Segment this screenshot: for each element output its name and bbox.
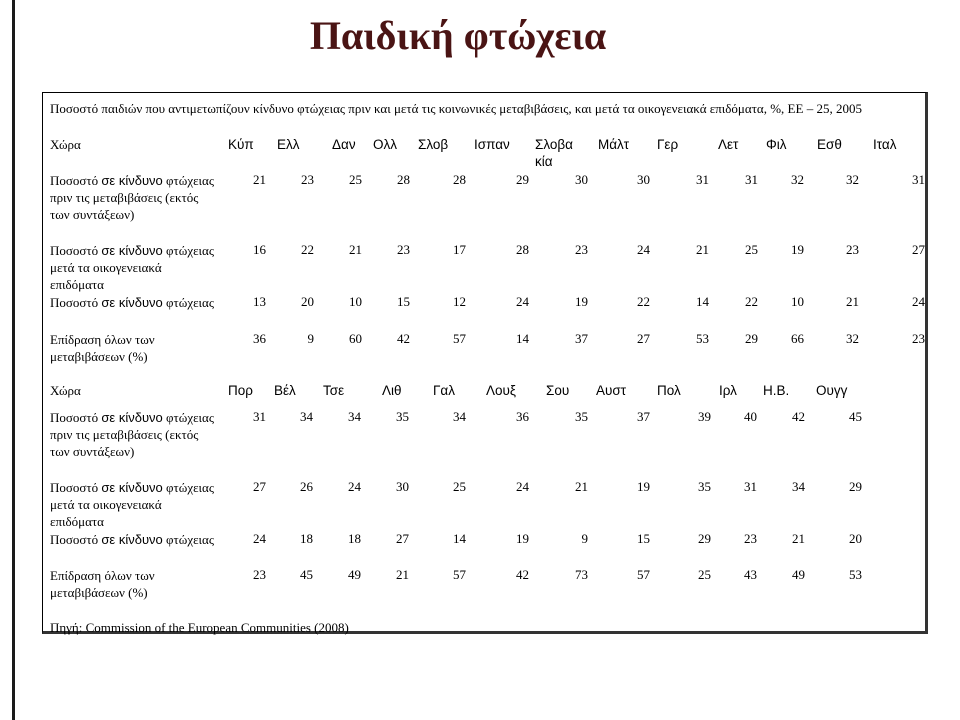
table-cell: 21 [253,172,266,187]
table-cell: 53 [696,331,709,346]
country-header: Ουγγ [816,383,848,398]
table-cell: 27 [637,331,650,346]
table-cell: 10 [791,294,804,309]
row-label-part: σε κίνδυνο [101,410,163,425]
table-cell: 14 [696,294,709,309]
table-cell: 21 [792,531,805,546]
row-label-part: Ποσοστό [50,532,102,547]
table-cell: 27 [253,479,266,494]
table-cell: 32 [791,172,804,187]
table-cell: 20 [301,294,314,309]
table-cell: 25 [698,567,711,582]
table-cell: 30 [637,172,650,187]
table-cell: 25 [453,479,466,494]
table-cell: 34 [792,479,805,494]
table-cell: 21 [349,242,362,257]
row-label-part: Ποσοστό [50,410,102,425]
table-cell: 18 [348,531,361,546]
row-label-part: φτώχειας μετά τα οικογενειακά επιδόματα [50,480,215,529]
table-cell: 42 [792,409,805,424]
table-cell: 23 [253,567,266,582]
table-cell: 19 [516,531,529,546]
country-header: Ιταλ [873,137,897,152]
table-cell: 32 [846,172,859,187]
table-cell: 9 [581,531,588,546]
country-header: Γερ [657,137,679,152]
row-label [50,567,215,601]
table-cell: 27 [396,531,409,546]
row-label-part: φτώχειας [166,295,215,310]
table-cell: 42 [516,567,529,582]
table-cell: 42 [397,331,410,346]
table-cell: 24 [516,479,529,494]
country-header: Γαλ [433,383,455,398]
table-cell: 34 [348,409,361,424]
row-label-part: Ποσοστό [50,173,102,188]
row-label-part: σε κίνδυνο [101,295,163,310]
table-cell: 19 [637,479,650,494]
country-header: Λιθ [382,383,402,398]
table-cell: 9 [307,331,314,346]
country-header: Λετ [718,137,739,152]
country-header: Φιλ [766,137,787,152]
table-cell: 66 [791,331,804,346]
table-cell: 31 [912,172,925,187]
country-header: Ολλ [373,137,398,152]
country-header: Η.Β. [763,383,790,398]
country-header: Ισπαν [474,137,510,152]
country-header: Πορ [228,383,253,398]
source-note: Πηγή: Commission of the European Communities (2008) [50,620,349,635]
table-cell: 34 [300,409,313,424]
table-cell: 31 [253,409,266,424]
table-cell: 18 [300,531,313,546]
row-label-part: φτώχειας πριν τις μεταβιβάσεις (εκτός των συντάξεων) [50,410,215,459]
row-label [50,331,215,365]
table-cell: 31 [696,172,709,187]
table-cell: 37 [637,409,650,424]
table-cell: 28 [516,242,529,257]
table-cell: 24 [912,294,925,309]
table-cell: 20 [849,531,862,546]
table-cell: 14 [453,531,466,546]
table-cell: 12 [453,294,466,309]
table-cell: 23 [912,331,925,346]
table-cell: 22 [745,294,758,309]
row-label-part: φτώχειας [166,532,215,547]
country-header: Σλοβ [418,137,449,152]
table-caption: Ποσοστό παιδιών που αντιμετωπίζουν κίνδυνο φτώχειας πριν και μετά τις κοινωνικές μεταβιβάσεις, και μετά τα οικογενειακά επιδόματα, %, ΕΕ – 25, 2005 [50,101,862,116]
country-header: Βέλ [274,383,296,398]
row-label-part: φτώχειας πριν τις μεταβιβάσεις (εκτός των συντάξεων) [50,173,215,222]
row-label-part: σε κίνδυνο [101,480,163,495]
table-cell: 24 [253,531,266,546]
table-cell: 16 [253,242,266,257]
country-header: Εσθ [817,137,842,152]
table-cell: 29 [745,331,758,346]
row-label [50,242,215,293]
table-cell: 28 [453,172,466,187]
table-cell: 35 [396,409,409,424]
row-label [50,409,215,460]
table-cell: 73 [575,567,588,582]
table-cell: 57 [453,567,466,582]
row-label-part: Ποσοστό [50,480,102,495]
country-header: Τσε [323,383,345,398]
country-header: Πολ [657,383,681,398]
row-label [50,531,215,548]
row-label-part: φτώχειας μετά τα οικογενειακά επιδόματα [50,243,215,292]
table-cell: 23 [744,531,757,546]
table-cell: 39 [698,409,711,424]
table-cell: 25 [349,172,362,187]
table-cell: 57 [637,567,650,582]
row-label [50,479,215,530]
row-label-part: Επίδραση όλων των μεταβιβάσεων (%) [50,332,155,364]
table-cell: 13 [253,294,266,309]
left-border-bar [0,0,15,720]
page-title: Παιδική φτώχεια [309,13,607,58]
table-cell: 34 [453,409,466,424]
table-cell: 23 [575,242,588,257]
row-label-part: Επίδραση όλων των μεταβιβάσεων (%) [50,568,155,600]
table-cell: 40 [744,409,757,424]
country-header: Δαν [332,137,356,152]
table-cell: 22 [637,294,650,309]
table-cell: 15 [397,294,410,309]
table-cell: 49 [348,567,361,582]
country-header: Ελλ [277,137,300,152]
table-cell: 53 [849,567,862,582]
table-cell: 22 [301,242,314,257]
table-cell: 29 [849,479,862,494]
table-cell: 19 [575,294,588,309]
table-cell: 45 [300,567,313,582]
country-header: Μάλτ [598,137,630,152]
table-cell: 17 [453,242,466,257]
table-cell: 36 [516,409,529,424]
country-header: Λουξ [486,383,516,398]
table-cell: 45 [849,409,862,424]
table-cell: 30 [575,172,588,187]
table-cell: 57 [453,331,466,346]
row-label-part: Ποσοστό [50,243,102,258]
table-cell: 28 [397,172,410,187]
row-label-part: σε κίνδυνο [101,173,163,188]
table-cell: 29 [698,531,711,546]
table-cell: 24 [637,242,650,257]
table-cell: 23 [397,242,410,257]
table-cell: 21 [396,567,409,582]
row-label [50,172,215,223]
table-cell: 31 [744,479,757,494]
row-label-part: σε κίνδυνο [101,532,163,547]
table-cell: 14 [516,331,529,346]
table-cell: 23 [846,242,859,257]
table-cell: 19 [791,242,804,257]
table-cell: 27 [912,242,925,257]
country-header-label: Χώρα [50,383,81,398]
table-cell: 21 [575,479,588,494]
table-cell: 15 [637,531,650,546]
table-cell: 36 [253,331,266,346]
table-cell: 29 [516,172,529,187]
country-header: Σλοβα κία [535,137,573,169]
table-cell: 60 [349,331,362,346]
table-cell: 10 [349,294,362,309]
table-cell: 32 [846,331,859,346]
row-label [50,294,215,311]
country-header: Αυστ [596,383,627,398]
row-label-part: σε κίνδυνο [101,243,163,258]
table-cell: 23 [301,172,314,187]
country-header: Σου [546,383,570,398]
table-cell: 30 [396,479,409,494]
table-cell: 24 [516,294,529,309]
row-label-part: Ποσοστό [50,295,102,310]
country-header: Ιρλ [719,383,737,398]
country-header: Κύπ [228,137,254,152]
table-cell: 35 [698,479,711,494]
table-cell: 37 [575,331,588,346]
table-cell: 31 [745,172,758,187]
table-cell: 25 [745,242,758,257]
table-cell: 26 [300,479,313,494]
table-cell: 43 [744,567,757,582]
table-cell: 21 [846,294,859,309]
table-cell: 21 [696,242,709,257]
table-cell: 35 [575,409,588,424]
table-cell: 24 [348,479,361,494]
country-header-label: Χώρα [50,137,81,152]
table-cell: 49 [792,567,805,582]
